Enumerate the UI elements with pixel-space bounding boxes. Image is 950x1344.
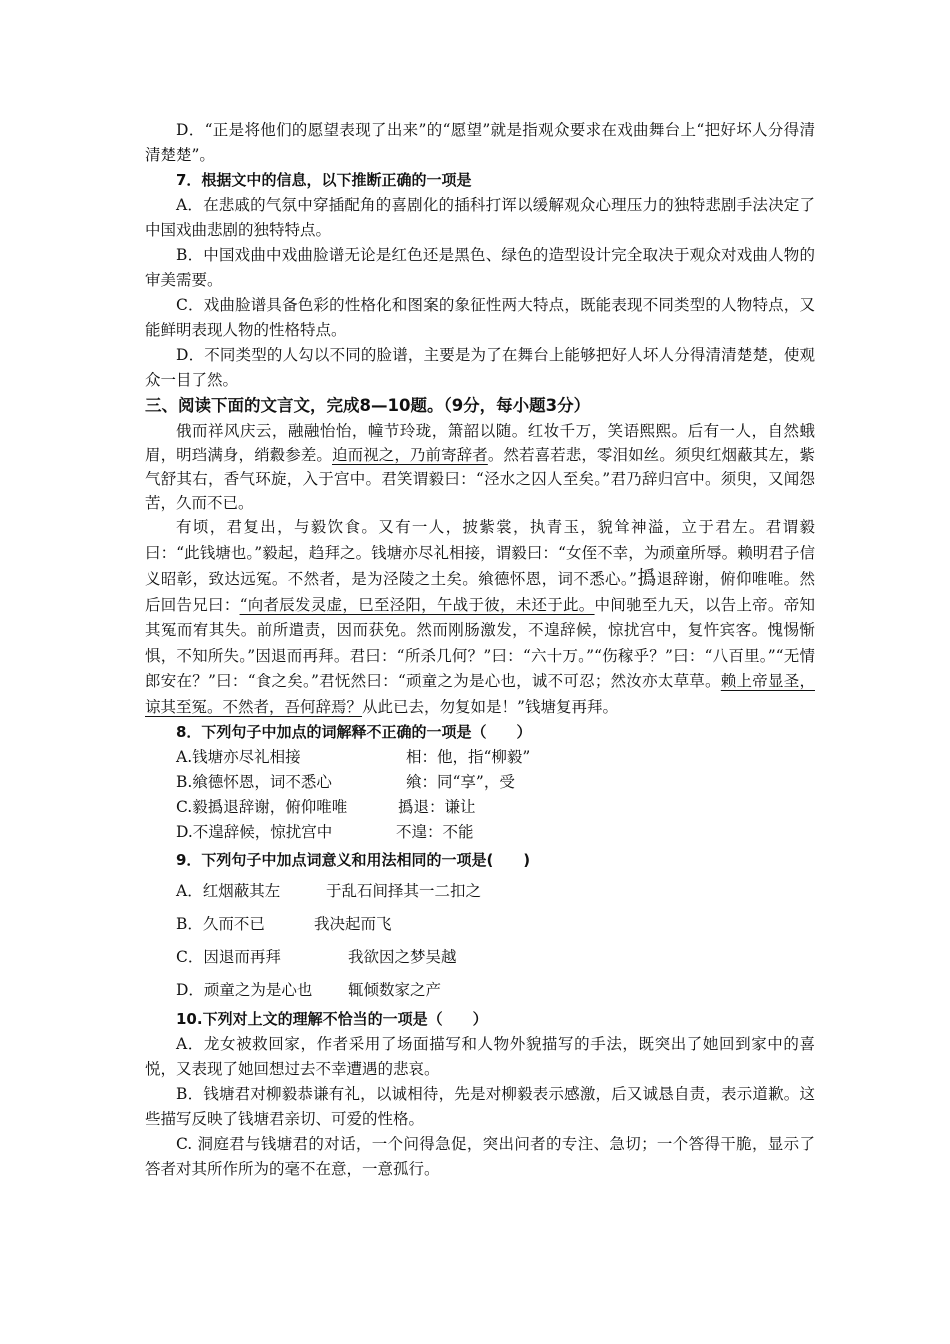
q7-option-d: D．不同类型的人勾以不同的脸谱，主要是为了在舞台上能够把好人坏人分得清清楚楚，使观众一目了然。	[145, 346, 815, 389]
q8-option-c	[145, 795, 815, 820]
passage-text: 退辞谢，俯仰唯唯。然后回告兄曰：	[145, 570, 815, 614]
q9-option-a	[145, 875, 815, 908]
q8-stem: 8．下列句子中加点的词解释不正确的一项是（ ）	[176, 723, 532, 741]
underlined-sentence: 赖上帝显圣，谅其至冤。不然者，吾何辞焉？	[145, 672, 815, 716]
q10-option-a: A．龙女被救回家，作者采用了场面描写和人物外貌描写的手法，既突出了她回到家中的喜悦，又表现了她回想过去不幸遭遇的悲哀。	[145, 1035, 815, 1078]
q9-option-b	[145, 908, 815, 941]
q8-sentence: B.飨德怀恩，词不悉心	[176, 773, 332, 791]
q8-option-a	[145, 745, 815, 770]
q10-option-c: C. 洞庭君与钱塘君的对话，一个问得急促，突出问者的专注、急切；一个答得干脆，显示了答者对其所作所为的毫不在意，一意孤行。	[145, 1135, 815, 1178]
q9-stem: 9．下列句子中加点词意义和用法相同的一项是( )	[176, 851, 531, 869]
q8-option-b	[145, 770, 815, 795]
passage-paragraph-2	[145, 515, 815, 720]
q7-option-a: A．在悲戚的气氛中穿插配角的喜剧化的插科打诨以缓解观众心理压力的独特悲剧手法决定了中国戏曲悲剧的独特特点。	[145, 196, 815, 239]
q6-option-d: D．“正是将他们的愿望表现了出来”的“愿望”就是指观众要求在戏曲舞台上“把好坏人分得清清楚楚”。	[145, 121, 815, 164]
underlined-sentence: “向者辰发灵虚，巳至泾阳，午战于彼，未还于此。	[239, 595, 595, 614]
exam-page	[145, 118, 815, 1182]
underlined-sentence: 迫而视之，乃前寄辞者	[332, 446, 488, 464]
passage-text: 有顷，君复出，与毅饮食。又有一人，披紫裳，执青玉，貌耸神溢，立于君左。君谓毅曰：“此钱塘也。”毅起，趋拜之。钱塘亦尽礼相接，谓毅曰：“女侄不幸，为顽童所辱。赖明君子信义昭彰，致达远冤。不然者，是为泾陵之土矣。飨德怀恩，词不悉心。”	[145, 518, 815, 588]
q8-gloss: 飨：同“享”，受	[406, 773, 515, 791]
passage-paragraph-1	[145, 419, 815, 515]
passage-text: 俄而祥风庆云，融融怡怡，幢节玲珑，箫韶以随。红妆千万，笑语熙熙。后有一人，自然蛾眉，明珰满身，绡縠参差。	[145, 422, 815, 464]
q9-phrase-1: C．因退而再拜	[176, 948, 281, 966]
q8-sentence: D.不遑辞候，惊扰宫中	[176, 823, 333, 841]
q9-phrase-2: 于乱石间择其一二扣之	[326, 882, 482, 900]
q8-gloss: 撝退：谦让	[398, 798, 476, 816]
q8-sentence: C.毅撝退辞谢，俯仰唯唯	[176, 798, 348, 816]
q9-phrase-1: D．顽童之为是心也	[176, 981, 313, 999]
large-character: 撝	[636, 567, 657, 589]
q8-gloss: 相：他，指“柳毅”	[406, 748, 531, 766]
q9-phrase-1: A．红烟蔽其左	[176, 882, 281, 900]
passage-text: 中间驰至九天，以告上帝。帝知其冤而宥其失。前所遣责，因而获免。然而刚肠激发，不遑辞候，惊扰宫中，复忤宾客。愧惕惭惧，不知所失。”因退而再拜。君曰：“所杀几何？”曰：“六十万。”“伤稼乎？”曰：“八百里。”“无情郎安在？”曰：“食之矣。”君怃然曰：“顽童之为是心也，诚不可忍；然汝亦太草草。	[145, 595, 815, 690]
section-3-heading: 三、阅读下面的文言文，完成8—10题。（9分，每小题3分）	[145, 396, 591, 415]
passage-text: 从此已去，勿复如是！”钱塘复再拜。	[362, 697, 618, 716]
q7-stem: 7．根据文中的信息，以下推断正确的一项是	[176, 171, 472, 189]
q9-option-d	[145, 974, 815, 1007]
q10-option-b: B．钱塘君对柳毅恭谦有礼，以诚相待，先是对柳毅表示感激，后又诚恳自责，表示道歉。这些描写反映了钱塘君亲切、可爱的性格。	[145, 1085, 815, 1128]
q9-phrase-2: 我决起而飞	[314, 915, 392, 933]
q7-option-b: B．中国戏曲中戏曲脸谱无论是红色还是黑色、绿色的造型设计完全取决于观众对戏曲人物的审美需要。	[145, 246, 815, 289]
q8-sentence: A.钱塘亦尽礼相接	[176, 748, 301, 766]
q9-phrase-1: B．久而不已	[176, 915, 265, 933]
q8-option-d	[145, 820, 815, 845]
q9-phrase-2: 辄倾数家之产	[348, 981, 442, 999]
q8-gloss: 不遑：不能	[396, 823, 474, 841]
q7-option-c: C．戏曲脸谱具备色彩的性格化和图案的象征性两大特点，既能表现不同类型的人物特点，又能鲜明表现人物的性格特点。	[145, 296, 815, 339]
q9-option-c	[145, 941, 815, 974]
passage-text: 。然若喜若悲，零泪如丝。须臾红烟蔽其左，紫气舒其右，香气环旋，入于宫中。君笑谓毅曰：“泾水之囚人至矣。”君乃辞归宫中。须臾，又闻怨苦，久而不已。	[145, 446, 815, 512]
q9-phrase-2: 我欲因之梦吴越	[348, 948, 457, 966]
q10-stem: 10.下列对上文的理解不恰当的一项是（ ）	[176, 1010, 488, 1028]
